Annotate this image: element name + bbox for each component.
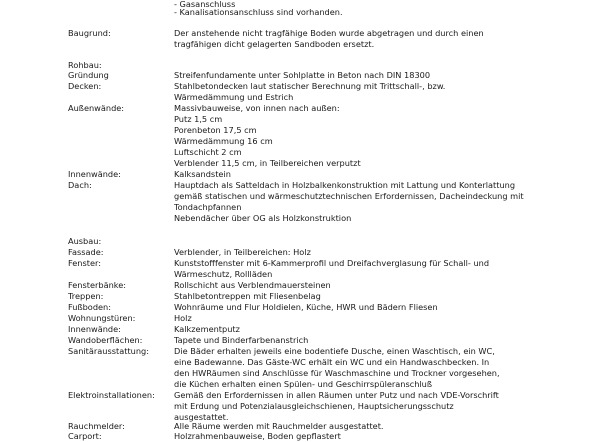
row-value-line: Tondachpfannen (174, 202, 242, 212)
row-label-treppen: Treppen: (68, 291, 104, 301)
row-value-line: Stahlbetontreppen mit Fliesenbelag (174, 291, 321, 301)
row-value-line: Verblender 11,5 cm, in Teilbereichen verputzt (174, 158, 361, 168)
row-value-line: Kalksandstein (174, 169, 231, 179)
row-label-sanitaer: Sanitärausstattung: (68, 346, 149, 356)
row-label-innenwaende: Innenwände: (68, 169, 121, 179)
row-value-line: Gemäß den Erfordernissen in allen Räumen unter Putz und nach VDE-Vorschrift (174, 390, 499, 400)
connection-item: - Gasanschluss (174, 0, 236, 9)
row-value-line: Rollschicht aus Verblendmauersteinen (174, 280, 331, 290)
row-label-baugrund: Baugrund: (68, 28, 111, 38)
row-value-line: Luftschicht 2 cm (174, 147, 242, 157)
row-label-aussenwaende: Außenwände: (68, 103, 125, 113)
row-value-line: Wärmedämmung 16 cm (174, 136, 273, 146)
row-label-decken: Decken: (68, 81, 102, 91)
row-value-line: Massivbauweise, von innen nach außen: (174, 103, 340, 113)
row-value-line: Wärmeschutz, Rollläden (174, 269, 273, 279)
row-value-line: ausgestattet. (174, 412, 229, 422)
row-label-elektro: Elektroinstallationen: (68, 390, 155, 400)
row-value-line: den HWRäumen sind Anschlüsse für Waschmaschine und Trockner vorgesehen, (174, 368, 500, 378)
row-value-line: Wärmedämmung und Estrich (174, 92, 294, 102)
row-label-innenwaende-putz: Innenwände: (68, 324, 121, 334)
row-value-line: Der anstehende nicht tragfähige Boden wurde abgetragen und durch einen (174, 28, 484, 38)
row-value-line: eine Badewanne. Das Gäste-WC erhält ein WC und ein Handwaschbecken. In (174, 357, 490, 367)
row-value-line: Die Bäder erhalten jeweils eine bodentiefe Dusche, einen Waschtisch, ein WC, (174, 346, 495, 356)
row-value-line: Holz (174, 313, 192, 323)
row-value-line: Putz 1,5 cm (174, 114, 223, 124)
section-heading-ausbau: Ausbau: (68, 236, 102, 246)
row-value-line: Kalkzementputz (174, 324, 240, 334)
row-label-fussboden: Fußboden: (68, 302, 111, 312)
section-heading-rohbau: Rohbau: (68, 60, 102, 70)
row-value-line: gemäß statischen und wärmeschutztechnischen Erfordernissen, Dacheindeckung mit (174, 191, 524, 201)
row-label-carport: Carport: (68, 431, 102, 441)
row-value-line: die Küchen erhalten einen Spülen- und Geschirrspüleranschluß (174, 379, 433, 389)
row-value-line: Tapete und Binderfarbenanstrich (174, 335, 309, 345)
row-label-fensterbaenke: Fensterbänke: (68, 280, 127, 290)
row-value-line: Porenbeton 17,5 cm (174, 125, 257, 135)
row-label-fenster: Fenster: (68, 258, 101, 268)
row-value-line: Kunststofffenster mit 6-Kammerprofil und Dreifachverglasung für Schall- und (174, 258, 490, 268)
row-value-line: Alle Räume werden mit Rauchmelder ausgestattet. (174, 421, 384, 431)
row-label-gruendung: Gründung (68, 70, 109, 80)
row-value-line: Streifenfundamente unter Sohlplatte in Beton nach DIN 18300 (174, 70, 431, 80)
connection-item: - Kanalisationsanschluss sind vorhanden. (174, 7, 343, 17)
row-label-rauchmelder: Rauchmelder: (68, 421, 125, 431)
row-value-line: Wohnräume und Flur Holdielen, Küche, HWR und Bädern Fliesen (174, 302, 438, 312)
row-label-dach: Dach: (68, 180, 92, 190)
row-value-line: Hauptdach als Satteldach in Holzbalkenkonstruktion mit Lattung und Konterlattung (174, 180, 516, 190)
row-label-wandoberflaechen: Wandoberflächen: (68, 335, 143, 345)
row-value-line: Holzrahmenbauweise, Boden gepflastert (174, 431, 341, 441)
row-value-line: Stahlbetondecken laut statischer Berechnung mit Trittschall-, bzw. (174, 81, 446, 91)
row-value-line: mit Erdung und Potenzialausgleichschienen, Hauptsicherungsschutz (174, 401, 454, 411)
row-value-line: Verblender, in Teilbereichen: Holz (174, 247, 311, 257)
row-value-line: tragfähigen dicht gelagerten Sandboden ersetzt. (174, 39, 375, 49)
row-label-wohnungstueren: Wohnungstüren: (68, 313, 136, 323)
row-value-line: Nebendächer über OG als Holzkonstruktion (174, 213, 352, 223)
row-label-fassade: Fassade: (68, 247, 104, 257)
